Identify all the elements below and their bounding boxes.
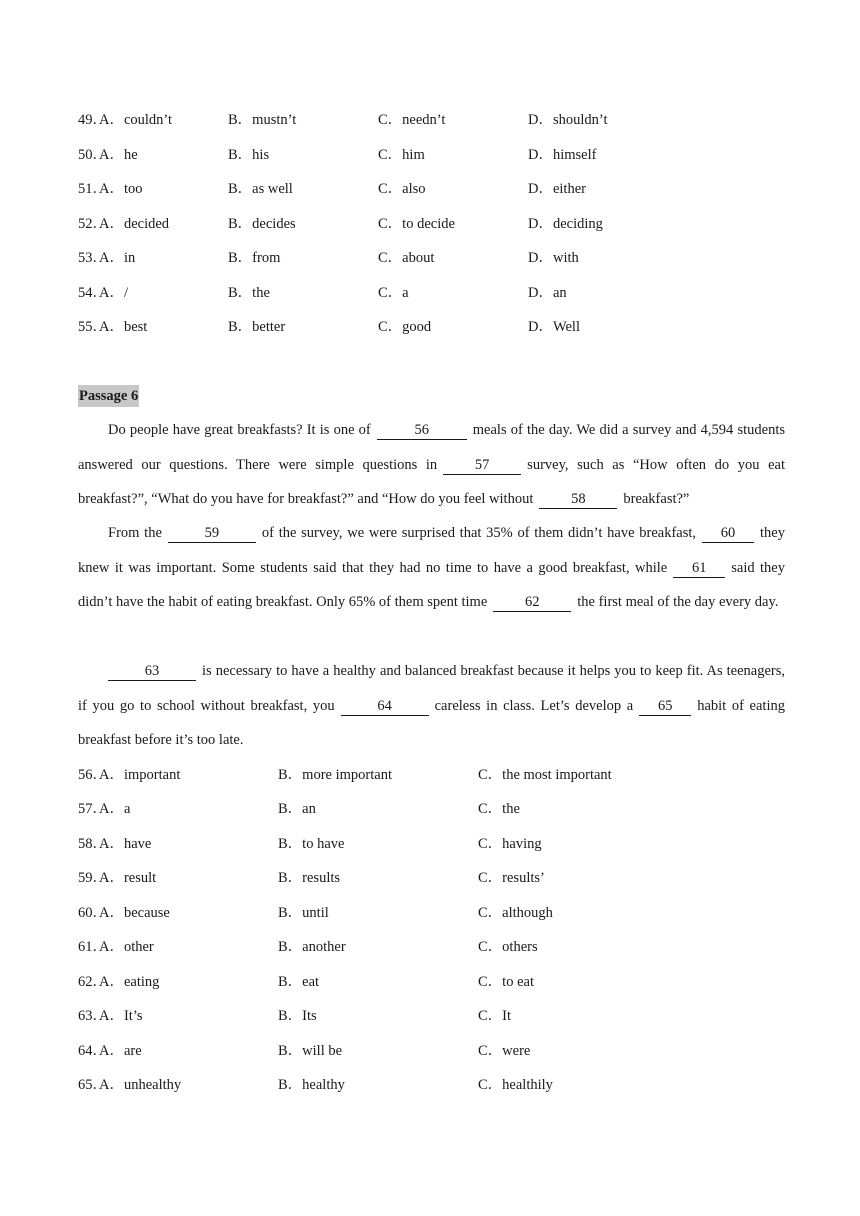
option-c: C．It	[478, 1008, 512, 1024]
option-a: A．unhealthy	[99, 1077, 182, 1093]
option-b: B．will be	[278, 1043, 343, 1059]
option-a: A．result	[99, 870, 157, 886]
question-number: 54．	[78, 285, 107, 301]
question-number: 50．	[78, 147, 107, 163]
blank-64: 64	[341, 697, 429, 716]
option-b: B．more important	[278, 767, 392, 783]
blank-57: 57	[443, 456, 521, 475]
option-a: A．he	[99, 147, 138, 163]
option-d: D．Well	[528, 319, 580, 335]
question-number: 65．	[78, 1077, 107, 1093]
option-b: B．another	[278, 939, 346, 955]
question-number: 55．	[78, 319, 107, 335]
option-a: A．decided	[99, 216, 170, 232]
passage-title: Passage 6	[78, 385, 139, 407]
blank-58: 58	[539, 490, 617, 509]
blank-59: 59	[168, 524, 256, 543]
option-b: B．better	[228, 319, 286, 335]
option-c: C．to eat	[478, 974, 534, 990]
option-d: D．with	[528, 250, 579, 266]
question-number: 60．	[78, 905, 107, 921]
question-number: 49．	[78, 112, 107, 128]
question-number: 52．	[78, 216, 107, 232]
question-number: 64．	[78, 1043, 107, 1059]
option-a: A．It’s	[99, 1008, 143, 1024]
blank-62: 62	[493, 593, 571, 612]
option-b: B．until	[278, 905, 329, 921]
paragraph-text: said they didn’t have the habit of eating breakfast. Only 65% of them spent time	[78, 559, 785, 610]
option-c: C．about	[378, 250, 435, 266]
option-a: A．because	[99, 905, 170, 921]
question-number: 58．	[78, 836, 107, 852]
option-a: A．important	[99, 767, 181, 783]
option-b: B．from	[228, 250, 281, 266]
paragraph-text: Do people have great breakfasts? It is one of	[108, 422, 371, 438]
paragraph-text: is necessary to have a healthy and balanced breakfast because it helps you to keep fit. As teenagers, if you go to school without breakfast, you	[78, 663, 785, 714]
option-a: A．in	[99, 250, 136, 266]
paragraph-text: careless in class. Let’s develop a	[434, 697, 634, 714]
option-d: D．either	[528, 181, 586, 197]
option-b: B．his	[228, 147, 270, 163]
paragraph-text: survey, such as “How often do you eat breakfast?”, “What do you have for breakfast?” and “How do you feel without	[78, 456, 785, 507]
option-c: C．him	[378, 147, 425, 163]
option-c: C．having	[478, 836, 542, 852]
option-c: C．also	[378, 181, 426, 197]
question-number: 59．	[78, 870, 107, 886]
paragraph-text: they knew it was important. Some students said that they had no time to have a good breakfast, while	[78, 525, 785, 576]
question-number: 63．	[78, 1008, 107, 1024]
option-a: A．other	[99, 939, 154, 955]
question-number: 61．	[78, 939, 107, 955]
option-c: C．others	[478, 939, 538, 955]
question-number: 62．	[78, 974, 107, 990]
question-number: 51．	[78, 181, 107, 197]
option-a: A．a	[99, 801, 131, 817]
option-d: D．deciding	[528, 216, 603, 232]
option-a: A．eating	[99, 974, 160, 990]
paragraph-text: of the survey, we were surprised that 35% of them didn’t have breakfast,	[261, 525, 697, 541]
option-c: C．to decide	[378, 216, 455, 232]
option-c: C．the	[478, 801, 520, 817]
option-c: C．needn’t	[378, 112, 446, 128]
paragraph-text: meals of the day. We did a survey and 4,594 students answered our questions. There were simple questions in	[78, 422, 785, 473]
option-a: A．/	[99, 285, 128, 301]
option-b: B．to have	[278, 836, 345, 852]
option-c: C．healthily	[478, 1077, 553, 1093]
paragraph-text: the first meal of the day every day.	[577, 594, 779, 610]
option-c: C．the most important	[478, 767, 612, 783]
blank-65: 65	[639, 697, 691, 716]
passage-paragraph-2	[78, 516, 785, 620]
paragraph-text: habit of eating breakfast before it’s too late.	[78, 697, 785, 748]
paragraph-text: From the	[108, 525, 162, 541]
option-a: A．are	[99, 1043, 142, 1059]
question-number: 57．	[78, 801, 107, 817]
blank-61: 61	[673, 559, 725, 578]
blank-60: 60	[702, 524, 754, 543]
option-d: D．shouldn’t	[528, 112, 608, 128]
option-b: B．healthy	[278, 1077, 345, 1093]
option-b: B．an	[278, 801, 316, 817]
option-c: C．results’	[478, 870, 545, 886]
option-b: B．eat	[278, 974, 320, 990]
option-a: A．best	[99, 319, 148, 335]
option-c: C．were	[478, 1043, 531, 1059]
question-number: 56．	[78, 767, 107, 783]
option-d: D．an	[528, 285, 567, 301]
option-d: D．himself	[528, 147, 597, 163]
option-c: C．a	[378, 285, 409, 301]
option-c: C．good	[378, 319, 432, 335]
paragraph-text: breakfast?”	[623, 491, 690, 507]
option-a: A．couldn’t	[99, 112, 173, 128]
option-c: C．although	[478, 905, 553, 921]
blank-63: 63	[108, 662, 196, 681]
option-b: B．the	[228, 285, 270, 301]
question-number: 53．	[78, 250, 107, 266]
passage-paragraph-3	[78, 654, 785, 758]
blank-56: 56	[377, 421, 467, 440]
option-b: B．as well	[228, 181, 293, 197]
option-b: B．Its	[278, 1008, 317, 1024]
passage-paragraph-1	[78, 413, 785, 517]
option-b: B．decides	[228, 216, 296, 232]
option-b: B．mustn’t	[228, 112, 297, 128]
option-a: A．have	[99, 836, 152, 852]
option-b: B．results	[278, 870, 341, 886]
option-a: A．too	[99, 181, 143, 197]
